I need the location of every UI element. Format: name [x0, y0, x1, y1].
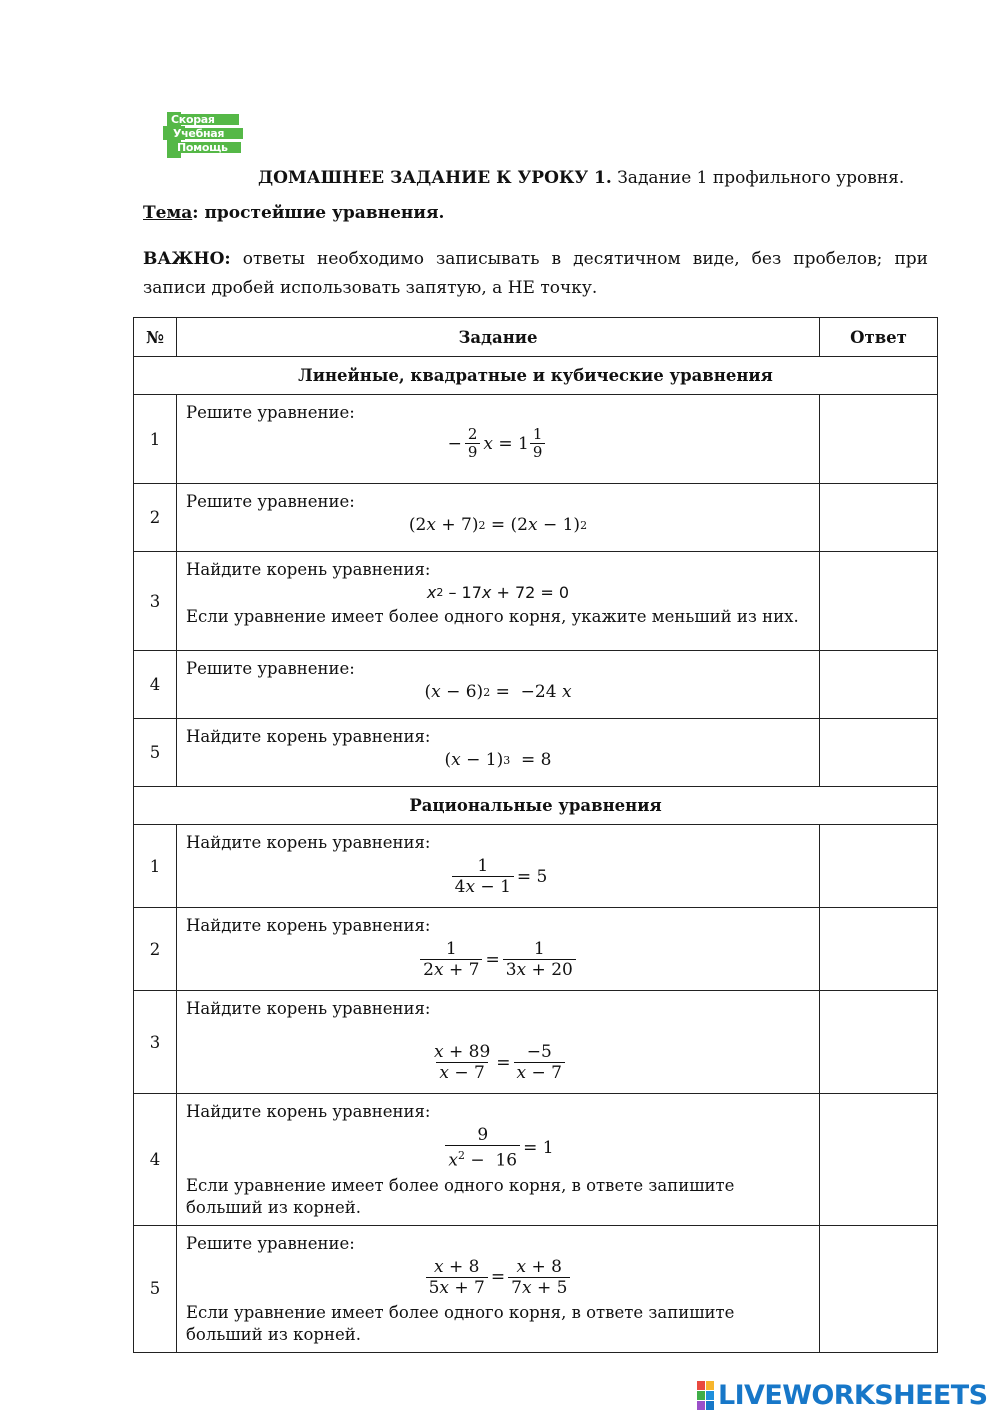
table-row	[134, 825, 938, 908]
table-row	[134, 395, 938, 484]
task-number: 5	[134, 719, 177, 787]
task-number: 1	[134, 395, 177, 484]
logo-line1: Скорая	[171, 113, 215, 126]
header-num: №	[134, 318, 177, 357]
equation: $\frac{1}{2x + 7}$ = $\frac{1}{3x + 20}$	[186, 939, 810, 980]
topic-text: : простейшие уравнения.	[192, 203, 445, 223]
header-task: Задание	[177, 318, 820, 357]
title-rest: Задание 1 профильного уровня.	[611, 168, 905, 188]
task-label: Найдите корень уравнения:	[186, 916, 431, 935]
equation: ( x − 1) 3 = 8	[444, 750, 552, 770]
topic	[143, 203, 444, 223]
logo-line2: Учебная	[173, 127, 225, 140]
task-label: Найдите корень уравнения:	[186, 727, 431, 746]
table-row	[134, 719, 938, 787]
equation: $\frac{1}{4x - 1}$ = 5	[186, 856, 810, 897]
table-row	[134, 1225, 938, 1352]
task-label: Найдите корень уравнения:	[186, 560, 431, 579]
task-label: Решите уравнение:	[186, 1233, 355, 1253]
task-label: Найдите корень уравнения:	[186, 833, 431, 852]
task-label: Решите уравнение:	[186, 659, 355, 678]
section-row	[134, 787, 938, 825]
task-number: 5	[134, 1225, 177, 1352]
answer-cell[interactable]	[820, 552, 938, 651]
header-answer: Ответ	[820, 318, 938, 357]
liveworksheets-text: LIVEWORKSHEETS	[718, 1380, 988, 1411]
important-label: ВАЖНО:	[143, 249, 231, 269]
answer-cell[interactable]	[820, 1225, 938, 1352]
answer-cell[interactable]	[820, 908, 938, 991]
table-row	[134, 908, 938, 991]
task-cell	[177, 908, 820, 991]
task-number: 1	[134, 825, 177, 908]
section-row	[134, 357, 938, 395]
task-note: Если уравнение имеет более одного корня, в ответе запишите больший из корней.	[186, 1175, 735, 1217]
task-note: Если уравнение имеет более одного корня, укажите меньший из них.	[186, 607, 799, 626]
page-title	[258, 168, 904, 188]
answer-cell[interactable]	[820, 719, 938, 787]
table-row	[134, 1094, 938, 1226]
logo	[163, 112, 245, 158]
table-row	[134, 552, 938, 651]
topic-label: Тема	[143, 203, 193, 223]
task-label: Решите уравнение:	[186, 403, 355, 422]
table-header-row	[134, 318, 938, 357]
table-row	[134, 651, 938, 719]
section-title: Рациональные уравнения	[134, 787, 938, 825]
liveworksheets-icon	[697, 1381, 714, 1410]
task-number: 4	[134, 651, 177, 719]
table-row	[134, 991, 938, 1094]
task-cell	[177, 484, 820, 552]
task-label: Решите уравнение:	[186, 492, 355, 511]
answer-cell[interactable]	[820, 395, 938, 484]
task-label: Найдите корень уравнения:	[186, 999, 431, 1018]
task-cell	[177, 825, 820, 908]
equation: − $\frac{2}{9}$ x = 1 $\frac{1}{9}$	[186, 426, 810, 461]
equation: $\frac{x + 8}{5x + 7}$ = $\frac{x + 8}{7x + 5}$	[186, 1257, 810, 1298]
task-number: 2	[134, 484, 177, 552]
equation: x 2 – 17 x + 72 = 0	[426, 583, 570, 602]
task-cell	[177, 552, 820, 651]
equation: $\frac{9}{x^2 - 16}$ = 1	[186, 1125, 810, 1171]
task-cell	[177, 719, 820, 787]
equation: $\frac{x + 89}{x - 7}$ = $\frac{-5}{x - 7}$	[186, 1042, 810, 1083]
answer-cell[interactable]	[820, 825, 938, 908]
tasks-table	[133, 317, 938, 1353]
task-number: 3	[134, 991, 177, 1094]
table-row	[134, 484, 938, 552]
answer-cell[interactable]	[820, 651, 938, 719]
equation: (2 x + 7) 2 = (2 x − 1) 2	[408, 515, 588, 535]
logo-line3: Помощь	[177, 141, 228, 154]
important-note	[143, 245, 928, 303]
title-bold: ДОМАШНЕЕ ЗАДАНИЕ К УРОКУ 1.	[258, 168, 612, 188]
task-number: 3	[134, 552, 177, 651]
task-cell	[177, 1225, 820, 1352]
answer-cell[interactable]	[820, 484, 938, 552]
task-cell	[177, 395, 820, 484]
task-cell	[177, 651, 820, 719]
task-cell	[177, 991, 820, 1094]
equation: ( x − 6) 2 = −24 x	[424, 682, 572, 702]
task-note: Если уравнение имеет более одного корня, в ответе запишите больший из корней.	[186, 1302, 735, 1344]
answer-cell[interactable]	[820, 991, 938, 1094]
task-number: 2	[134, 908, 177, 991]
task-label: Найдите корень уравнения:	[186, 1102, 431, 1121]
answer-cell[interactable]	[820, 1094, 938, 1226]
section-title: Линейные, квадратные и кубические уравнения	[134, 357, 938, 395]
important-text: ответы необходимо записывать в десятичном виде, без пробелов; при записи дробей использовать запятую, а НЕ точку.	[143, 249, 928, 298]
task-cell	[177, 1094, 820, 1226]
liveworksheets-logo	[697, 1380, 987, 1411]
task-number: 4	[134, 1094, 177, 1226]
